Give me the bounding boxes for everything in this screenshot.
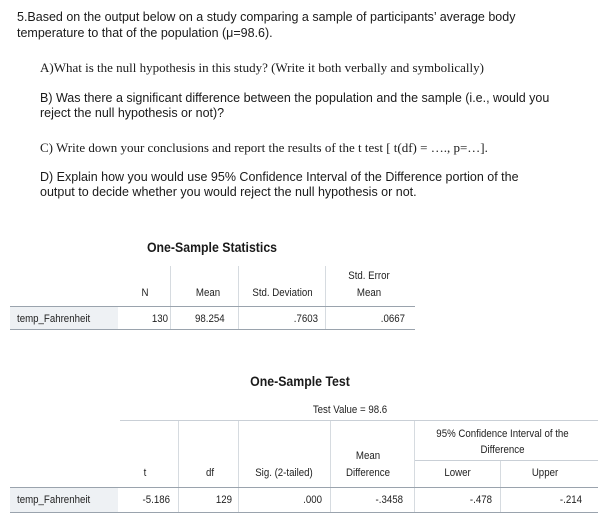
stats-cell-se: .0667 (380, 313, 405, 325)
test-col-divider (238, 421, 239, 513)
stats-cell-sd: .7603 (293, 313, 318, 325)
stats-cell-mean: 98.254 (195, 313, 225, 325)
test-value-label: Test Value = 98.6 (312, 404, 388, 416)
test-cell-df: 129 (215, 494, 232, 506)
test-header-df: df (205, 467, 215, 479)
test-col-divider (414, 421, 415, 513)
stats-table-title: One-Sample Statistics (146, 239, 278, 255)
question-d-line-1: D) Explain how you would use 95% Confidence Interval of the Difference portion of the (40, 170, 519, 184)
stats-col-divider (238, 266, 239, 330)
stats-header-se-line-2: Mean (356, 287, 382, 299)
test-bottom-rule (10, 512, 598, 513)
test-header-md-line-2: Difference (346, 467, 390, 479)
test-col-divider (178, 421, 179, 513)
test-cell-mean-diff: -.3458 (375, 494, 403, 506)
test-cell-upper: -.214 (559, 494, 582, 506)
stats-header-sd: Std. Deviation (252, 287, 313, 299)
stats-bottom-rule (10, 329, 415, 330)
ci-header-line-1: 95% Confidence Interval of the (436, 428, 569, 440)
test-header-md-line-1: Mean (355, 450, 381, 462)
ci-header-line-2: Difference (480, 444, 525, 456)
question-b-line-2: reject the null hypothesis or not)? (40, 106, 225, 120)
ci-header-rule (414, 460, 598, 461)
question-d-line-2: output to decide whether you would reject the null hypothesis or not. (40, 185, 417, 199)
stats-header-se-line-1: Std. Error (348, 270, 390, 282)
test-cell-sig: .000 (303, 494, 322, 506)
test-table-title: One-Sample Test (250, 373, 350, 389)
question-c: C) Write down your conclusions and report the results of the t test [ t(df) = …., p=…]. (40, 140, 488, 155)
stats-header-n: N (141, 287, 149, 299)
stats-col-divider (170, 266, 171, 330)
test-cell-t: -5.186 (142, 494, 170, 506)
stats-cell-n: 130 (151, 313, 168, 325)
question-a: A)What is the null hypothesis in this study? (Write it both verbally and symbolically) (40, 60, 484, 75)
question-b-line-1: B) Was there a significant difference between the population and the sample (i.e., would you (40, 91, 550, 105)
stats-header-mean: Mean (195, 287, 221, 299)
test-header-sig: Sig. (2-tailed) (255, 467, 313, 479)
stats-col-divider (325, 266, 326, 330)
test-header-t: t (143, 467, 147, 479)
stats-row-label: temp_Fahrenheit (17, 313, 91, 325)
question-line-1: 5.Based on the output below on a study comparing a sample of participants’ average body (17, 10, 516, 24)
test-value-rule (120, 420, 598, 421)
test-header-upper: Upper (531, 467, 559, 479)
question-line-2: temperature to that of the population (μ=98.6). (17, 26, 273, 40)
test-header-lower: Lower (444, 467, 471, 479)
test-col-divider (330, 421, 331, 513)
test-row-label: temp_Fahrenheit (17, 494, 91, 506)
test-cell-lower: -.478 (469, 494, 492, 506)
